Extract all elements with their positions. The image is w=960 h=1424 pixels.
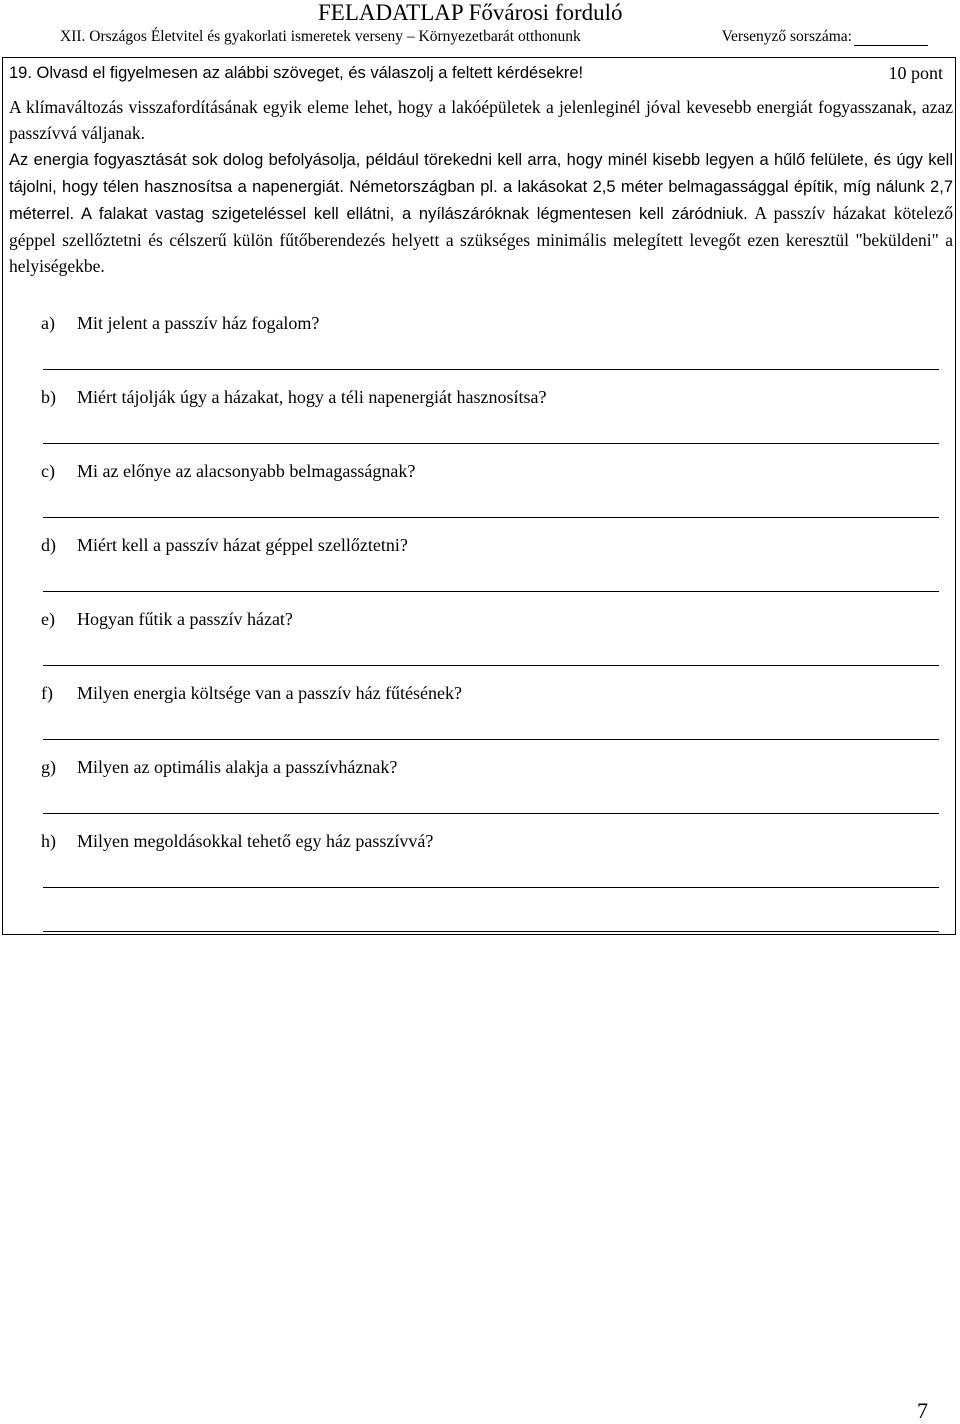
page-header-title: FELADATLAP Fővárosi forduló: [318, 0, 623, 25]
answer-line[interactable]: [43, 739, 939, 740]
question-text: Miért tájolják úgy a házakat, hogy a téli napenergiát hasznosítsa?: [77, 387, 547, 407]
question-d: [41, 535, 941, 609]
question-text: Mi az előnye az alacsonyabb belmagasságnak?: [77, 461, 416, 481]
task-box: [2, 57, 956, 935]
task-heading: 19. Olvasd el figyelmesen az alábbi szöveget, és válaszolj a feltett kérdésekre!: [9, 63, 584, 82]
reading-text: [9, 94, 953, 279]
question-text: Miért kell a passzív házat géppel szellőztetni?: [77, 535, 408, 555]
question-label: a): [41, 313, 55, 333]
reading-paragraph-2: [9, 146, 953, 279]
answer-line[interactable]: [43, 931, 939, 932]
question-c: [41, 461, 941, 535]
question-g: [41, 757, 941, 831]
competitor-number: [722, 28, 928, 46]
question-b: [41, 387, 941, 461]
competitor-number-field[interactable]: [854, 31, 928, 46]
answer-line[interactable]: [43, 887, 939, 888]
question-a: [41, 313, 941, 387]
answer-line[interactable]: [43, 443, 939, 444]
page-header-subtitle-row: [60, 28, 928, 46]
question-label: h): [41, 831, 56, 851]
task-points: 10 pont: [888, 62, 943, 83]
answer-line[interactable]: [43, 665, 939, 666]
competition-name: XII. Országos Életvitel és gyakorlati ismeretek verseny – Környezetbarát otthonunk: [60, 28, 581, 45]
answer-line[interactable]: [43, 813, 939, 814]
answer-line[interactable]: [43, 517, 939, 518]
question-list: [41, 313, 941, 905]
question-label: b): [41, 387, 56, 407]
question-text: Milyen energia költsége van a passzív ház fűtésének?: [77, 683, 463, 703]
question-text: Hogyan fűtik a passzív házat?: [77, 609, 293, 629]
page-number: 7: [917, 1398, 928, 1423]
answer-line[interactable]: [43, 591, 939, 592]
question-text: Milyen megoldásokkal tehető egy ház passzívvá?: [77, 831, 434, 851]
competitor-number-label: Versenyző sorszáma:: [721, 28, 852, 45]
question-h: [41, 831, 941, 905]
question-f: [41, 683, 941, 757]
task-heading-row: [9, 60, 943, 86]
question-label: e): [41, 609, 55, 629]
question-text: Milyen az optimális alakja a passzívháznak?: [77, 757, 398, 777]
answer-line[interactable]: [43, 369, 939, 370]
question-label: f): [41, 683, 53, 703]
question-label: g): [41, 757, 56, 777]
reading-paragraph-2-part-1: Az energia fogyasztását sok dolog befolyásolja, például törekedni kell arra, hogy minél kisebb legyen a hűlő felülete, és úgy kell tájolni, hogy télen hasznosítsa a napenergiát. Németországban pl. a lakásokat 2,5 méter belmagassággal építik, míg nálunk 2,7 méterrel. A falakat vastag szigeteléssel kell ellátni, a nyílászáróknak légmentesen kell záródniuk.: [9, 151, 953, 223]
reading-paragraph-1: A klímaváltozás visszafordításának egyik eleme lehet, hogy a lakóépületek a jelenleginél jóval kevesebb energiát fogyasszanak, azaz passzívvá váljanak.: [9, 97, 953, 143]
question-e: [41, 609, 941, 683]
reading-paragraph-2-part-2: A passzív házakat kötelező géppel szellőztetni és célszerű külön fűtőberendezés helyett a szükséges minimális melegített levegőt ezen keresztül "beküldeni" a helyiségekbe.: [9, 203, 953, 276]
question-label: d): [41, 535, 56, 555]
question-text: Mit jelent a passzív ház fogalom?: [77, 313, 320, 333]
question-label: c): [41, 461, 55, 481]
